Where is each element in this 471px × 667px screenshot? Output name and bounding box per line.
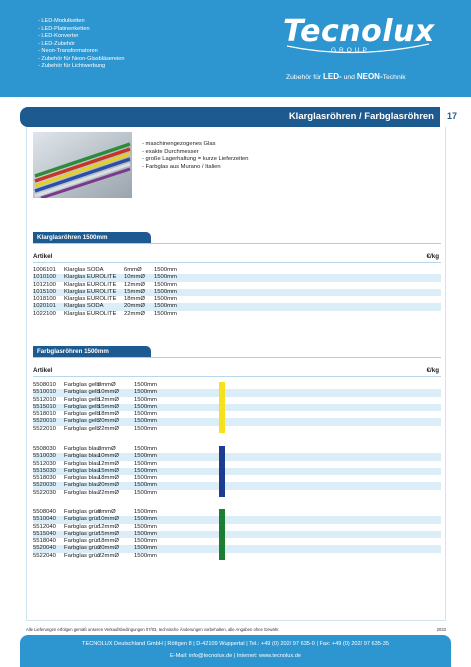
article-description: Farbglas blau bbox=[64, 489, 100, 496]
section-tab-farbglas: Farbglasröhren 1500mm bbox=[33, 346, 151, 358]
article-description: Farbglas gelb bbox=[64, 382, 100, 388]
footer-disclaimer bbox=[26, 627, 446, 632]
article-number: 5520010 bbox=[33, 418, 56, 425]
article-number: 5508010 bbox=[33, 382, 56, 388]
table-row bbox=[33, 509, 441, 516]
farbglas-table-gruen bbox=[33, 509, 441, 560]
feature-item: - exakte Durchmesser bbox=[142, 148, 199, 155]
article-number: 5512040 bbox=[33, 523, 56, 530]
article-number: 5522010 bbox=[33, 425, 56, 432]
article-length: 1500mm bbox=[154, 288, 177, 295]
feature-item: - maschinengezogenes Glas bbox=[142, 141, 216, 147]
article-diameter: 12mmØ bbox=[124, 281, 145, 288]
tagline-post: Technik bbox=[382, 74, 406, 81]
menu-item: - Neon-Transformatoren bbox=[38, 48, 98, 54]
article-length: 1500mm bbox=[154, 296, 177, 303]
article-diameter: 8mmØ bbox=[98, 509, 116, 515]
article-description: Farbglas blau bbox=[64, 453, 100, 460]
article-number: 5508040 bbox=[33, 509, 56, 515]
disclaimer-text: Alle Lieferungen erfolgen gemäß unseren Verkaufsbedingungen 07/03, technische Änderungen vorbehalten, alle Angaben ohne Gewähr. bbox=[26, 627, 280, 632]
article-number: 5520040 bbox=[33, 545, 56, 552]
table-row bbox=[33, 524, 441, 531]
table-row bbox=[33, 553, 441, 560]
company-address: TECNOLUX Deutschland GmbH | Röttgen 8 | D-42109 Wuppertal | Tel.: +49 (0) 202/ 97 635-0 | Fax: +49 (0) 202/ 97 635-35 bbox=[82, 641, 389, 647]
article-description: Klarglas SODA bbox=[64, 303, 104, 310]
farbglas-table-gelb bbox=[33, 382, 441, 433]
header-divider bbox=[33, 376, 441, 377]
article-number: 5518030 bbox=[33, 475, 56, 482]
article-description: Farbglas grün bbox=[64, 545, 101, 552]
tecnolux-logo bbox=[283, 16, 433, 58]
article-length: 1500mm bbox=[134, 389, 157, 396]
table-row bbox=[33, 289, 441, 296]
article-number: 5522040 bbox=[33, 552, 56, 559]
article-length: 1500mm bbox=[134, 538, 157, 545]
table-row bbox=[33, 418, 441, 425]
article-diameter: 10mmØ bbox=[98, 453, 119, 460]
article-diameter: 8mmØ bbox=[98, 446, 116, 452]
article-diameter: 15mmØ bbox=[98, 467, 119, 474]
article-length: 1500mm bbox=[134, 545, 157, 552]
article-length: 1500mm bbox=[134, 523, 157, 530]
table-row bbox=[33, 311, 441, 318]
article-diameter: 10mmØ bbox=[124, 274, 145, 281]
article-diameter: 10mmØ bbox=[98, 516, 119, 523]
article-description: Farbglas blau bbox=[64, 446, 100, 452]
logo-subtitle: GROUP bbox=[331, 47, 370, 54]
article-number: 5512010 bbox=[33, 396, 56, 403]
article-number: 5522030 bbox=[33, 489, 56, 496]
article-length: 1500mm bbox=[134, 425, 157, 432]
article-number: 5515030 bbox=[33, 467, 56, 474]
menu-item: - Zubehör für Lichtwerbung bbox=[38, 63, 106, 69]
page-title: Klarglasröhren / Farbglasröhren bbox=[288, 111, 434, 122]
article-description: Farbglas grün bbox=[64, 509, 101, 515]
article-length: 1500mm bbox=[134, 509, 157, 515]
article-number: 5510010 bbox=[33, 389, 56, 396]
menu-item: - Zubehör für Neon-Glasbläsereien bbox=[38, 55, 125, 62]
article-description: Klarglas EUROLITE bbox=[64, 296, 117, 303]
article-diameter: 6mmØ bbox=[124, 267, 142, 273]
table-row bbox=[33, 482, 441, 489]
article-number: 5508030 bbox=[33, 446, 56, 452]
column-header bbox=[33, 367, 441, 374]
article-number: 1010100 bbox=[33, 274, 56, 281]
article-description: Farbglas blau bbox=[64, 475, 100, 482]
article-length: 1500mm bbox=[134, 382, 157, 388]
article-diameter: 18mmØ bbox=[98, 538, 119, 545]
title-bar bbox=[20, 107, 440, 127]
article-length: 1500mm bbox=[134, 552, 157, 559]
color-swatch bbox=[219, 509, 225, 560]
article-number: 1015100 bbox=[33, 288, 56, 295]
article-length: 1500mm bbox=[134, 411, 157, 418]
article-number: 5515010 bbox=[33, 403, 56, 410]
feature-item: - große Lagerhaltung = kurze Lieferzeiten bbox=[142, 156, 249, 163]
col-price: €/kg bbox=[426, 367, 439, 374]
product-menu bbox=[38, 18, 124, 71]
table-row bbox=[33, 461, 441, 468]
article-diameter: 20mmØ bbox=[98, 545, 119, 552]
logo-text: Tecnolux bbox=[283, 14, 435, 49]
article-length: 1500mm bbox=[134, 446, 157, 452]
article-description: Klarglas EUROLITE bbox=[64, 288, 117, 295]
article-description: Farbglas grün bbox=[64, 523, 101, 530]
article-description: Klarglas EUROLITE bbox=[64, 281, 117, 288]
company-contact: E-Mail: info@tecnolux.de | Internet: www.tecnolux.de bbox=[170, 653, 301, 659]
article-diameter: 12mmØ bbox=[98, 460, 119, 467]
article-description: Farbglas gelb bbox=[64, 389, 100, 396]
header-divider bbox=[33, 262, 441, 263]
table-row bbox=[33, 426, 441, 433]
article-length: 1500mm bbox=[134, 453, 157, 460]
section-divider bbox=[33, 243, 441, 244]
article-length: 1500mm bbox=[134, 418, 157, 425]
article-length: 1500mm bbox=[134, 516, 157, 523]
table-row bbox=[33, 404, 441, 411]
table-row bbox=[33, 490, 441, 497]
table-row bbox=[33, 303, 441, 310]
article-length: 1500mm bbox=[134, 489, 157, 496]
table-row bbox=[33, 468, 441, 475]
article-diameter: 22mmØ bbox=[98, 552, 119, 559]
page-number: 17 bbox=[447, 111, 458, 121]
article-description: Klarglas EUROLITE bbox=[64, 274, 117, 281]
article-number: 1022100 bbox=[33, 310, 56, 317]
article-description: Klarglas EUROLITE bbox=[64, 310, 117, 317]
article-number: 1020101 bbox=[33, 303, 56, 310]
article-diameter: 15mmØ bbox=[124, 288, 145, 295]
article-diameter: 22mmØ bbox=[98, 425, 119, 432]
article-number: 5512030 bbox=[33, 460, 56, 467]
section-divider bbox=[33, 357, 441, 358]
article-description: Farbglas gelb bbox=[64, 396, 100, 403]
article-number: 1018100 bbox=[33, 296, 56, 303]
article-description: Klarglas SODA bbox=[64, 267, 104, 273]
article-number: 5518040 bbox=[33, 538, 56, 545]
tagline-led: LED- bbox=[323, 72, 342, 81]
col-article: Artikel bbox=[33, 367, 53, 374]
article-diameter: 18mmØ bbox=[124, 296, 145, 303]
article-length: 1500mm bbox=[134, 467, 157, 474]
color-swatch bbox=[219, 446, 225, 497]
page-footer bbox=[20, 635, 451, 667]
page-header bbox=[0, 0, 471, 97]
table-row bbox=[33, 389, 441, 396]
table-row bbox=[33, 516, 441, 523]
article-length: 1500mm bbox=[154, 310, 177, 317]
table-row bbox=[33, 267, 441, 274]
article-description: Farbglas blau bbox=[64, 460, 100, 467]
color-swatch bbox=[219, 382, 225, 433]
article-diameter: 18mmØ bbox=[98, 411, 119, 418]
table-row bbox=[33, 538, 441, 545]
article-diameter: 10mmØ bbox=[98, 389, 119, 396]
table-row bbox=[33, 397, 441, 404]
tagline bbox=[286, 72, 406, 81]
section-tab-klarglas: Klarglasröhren 1500mm bbox=[33, 232, 151, 244]
article-number: 5520030 bbox=[33, 482, 56, 489]
table-row bbox=[33, 382, 441, 389]
table-row bbox=[33, 531, 441, 538]
glass-tubes-photo bbox=[33, 132, 132, 198]
article-diameter: 12mmØ bbox=[98, 523, 119, 530]
col-article: Artikel bbox=[33, 253, 53, 260]
article-diameter: 12mmØ bbox=[98, 396, 119, 403]
article-description: Farbglas gelb bbox=[64, 425, 100, 432]
feature-item: - Farbglas aus Murano / Italien bbox=[142, 163, 221, 170]
article-description: Farbglas gelb bbox=[64, 411, 100, 418]
article-length: 1500mm bbox=[154, 274, 177, 281]
table-row bbox=[33, 296, 441, 303]
feature-list bbox=[142, 141, 249, 171]
table-row bbox=[33, 453, 441, 460]
article-diameter: 20mmØ bbox=[98, 482, 119, 489]
table-row bbox=[33, 446, 441, 453]
article-length: 1500mm bbox=[154, 303, 177, 310]
article-description: Farbglas blau bbox=[64, 482, 100, 489]
menu-item: - LED-Modulketten bbox=[38, 18, 85, 24]
article-number: 5515040 bbox=[33, 530, 56, 537]
column-header bbox=[33, 253, 441, 260]
article-description: Farbglas blau bbox=[64, 467, 100, 474]
article-number: 5510030 bbox=[33, 453, 56, 460]
article-diameter: 22mmØ bbox=[98, 489, 119, 496]
glass-tubes-image bbox=[33, 132, 132, 198]
table-row bbox=[33, 475, 441, 482]
article-diameter: 22mmØ bbox=[124, 310, 145, 317]
article-length: 1500mm bbox=[134, 475, 157, 482]
article-length: 1500mm bbox=[134, 482, 157, 489]
menu-item: - LED-Platinenketten bbox=[38, 25, 90, 32]
menu-item: - LED-Konverter bbox=[38, 33, 79, 39]
table-row bbox=[33, 274, 441, 281]
table-row bbox=[33, 282, 441, 289]
col-price: €/kg bbox=[426, 253, 439, 260]
article-number: 5510040 bbox=[33, 516, 56, 523]
table-row bbox=[33, 545, 441, 552]
article-description: Farbglas gelb bbox=[64, 418, 100, 425]
article-description: Farbglas grün bbox=[64, 538, 101, 545]
article-length: 1500mm bbox=[154, 281, 177, 288]
article-diameter: 8mmØ bbox=[98, 382, 116, 388]
article-diameter: 20mmØ bbox=[98, 418, 119, 425]
catalog-year: 2023 bbox=[436, 627, 446, 632]
article-description: Farbglas gelb bbox=[64, 403, 100, 410]
tagline-mid: und bbox=[341, 74, 357, 81]
article-diameter: 15mmØ bbox=[98, 403, 119, 410]
tagline-neon: NEON- bbox=[356, 72, 383, 81]
article-length: 1500mm bbox=[134, 530, 157, 537]
article-diameter: 18mmØ bbox=[98, 475, 119, 482]
klarglas-table bbox=[33, 267, 441, 318]
article-description: Farbglas grün bbox=[64, 516, 101, 523]
article-diameter: 15mmØ bbox=[98, 530, 119, 537]
article-number: 5518010 bbox=[33, 411, 56, 418]
table-row bbox=[33, 411, 441, 418]
article-length: 1500mm bbox=[134, 403, 157, 410]
article-description: Farbglas grün bbox=[64, 530, 101, 537]
tagline-pre: Zubehör für bbox=[286, 74, 324, 81]
article-number: 1006101 bbox=[33, 267, 56, 273]
article-length: 1500mm bbox=[154, 267, 177, 273]
article-length: 1500mm bbox=[134, 396, 157, 403]
article-number: 1012100 bbox=[33, 281, 56, 288]
article-diameter: 20mmØ bbox=[124, 303, 145, 310]
menu-item: - LED-Zubehör bbox=[38, 40, 75, 47]
article-length: 1500mm bbox=[134, 460, 157, 467]
farbglas-table-blau bbox=[33, 446, 441, 497]
article-description: Farbglas grün bbox=[64, 552, 101, 559]
